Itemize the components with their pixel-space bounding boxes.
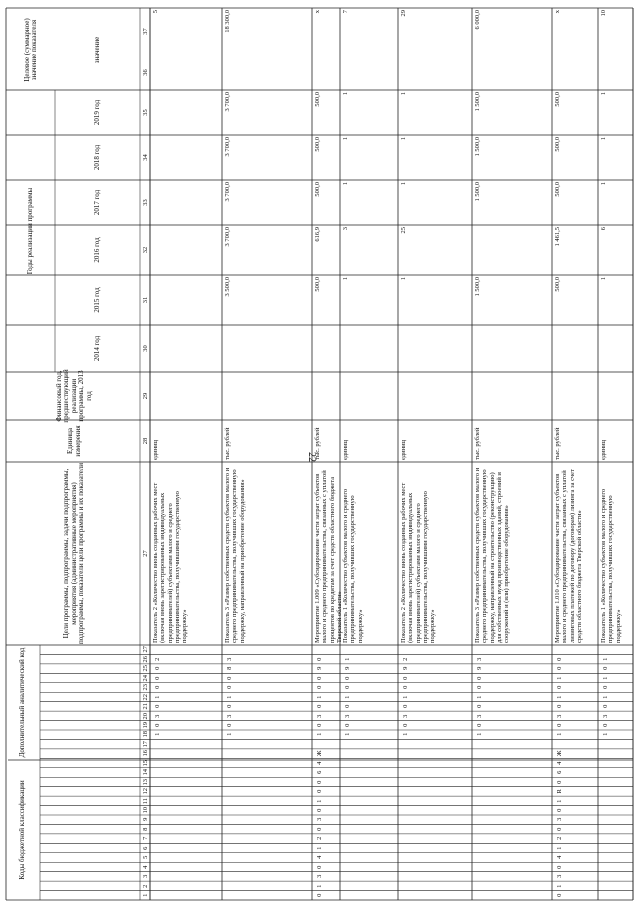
- code-digit: 0: [315, 657, 323, 661]
- col-number: 7: [141, 836, 149, 841]
- code-digit: 2: [315, 836, 323, 841]
- col-number: 37: [141, 28, 149, 35]
- row-text: Мероприятие 1.009 «Субсидирование части затрат субъектов малого и среднего предпринимательства, связанных с уплатой процентов по кредитам за счет средств областного бюджета Тверской области»: [314, 470, 343, 643]
- col-number: 29: [141, 392, 149, 400]
- row-y2019: 500,0: [554, 92, 561, 107]
- row-y2015: [152, 277, 164, 323]
- row-y2018: 1: [400, 137, 407, 141]
- code-digit: Ж: [555, 750, 563, 757]
- code-digit: 2: [555, 836, 563, 841]
- row-y2015: 1: [400, 277, 407, 281]
- code-digit: 0: [315, 704, 323, 709]
- row-y2017: [152, 182, 164, 223]
- code-digit: [152, 815, 162, 824]
- code-digit: 1: [555, 676, 563, 680]
- code-digit: 0: [555, 865, 563, 869]
- header-goals: Цели программы, подпрограммы, задачи подпрограммы, мероприятия (административные мероприятия) подпрограммы, показатели цели программы и их показатели: [62, 463, 86, 645]
- row-y2017: 1: [400, 182, 407, 186]
- row-unit: единиц: [400, 439, 407, 460]
- code-digit: 3: [343, 714, 351, 718]
- col-number: 24: [141, 674, 149, 682]
- col-number: 15: [141, 759, 149, 767]
- row-y2019: 1: [600, 92, 607, 96]
- code-digit: [152, 824, 162, 833]
- row-y2015: 500,0: [554, 277, 561, 292]
- header-years: Годы реализации программы: [26, 187, 35, 275]
- code-digit: 0: [343, 723, 351, 727]
- code-digit: 1: [315, 695, 323, 699]
- row-text: Показатель 2 «Количество вновь созданных рабочих мест (включая вновь зарегистрированных индивидуальных предпринимателей) субъектами малого и среднего предпринимательства, получившими государственную поддержку»: [400, 482, 437, 643]
- row-y2016: 3 700,0: [224, 227, 231, 247]
- code-digit: 1: [601, 676, 609, 680]
- code-digit: 1: [475, 695, 483, 699]
- header-y2016: 2016 год: [92, 237, 101, 263]
- col-number: 9: [141, 818, 149, 822]
- code-digit: 1: [555, 695, 563, 699]
- header-y2018: 2018 год: [92, 144, 101, 171]
- col-number: 23: [141, 684, 149, 691]
- code-digit: 0: [401, 676, 409, 680]
- code-digit: [152, 768, 162, 777]
- code-digit: 3: [555, 874, 563, 879]
- code-digit: 0: [153, 685, 161, 690]
- code-digit: [152, 862, 162, 871]
- code-digit: 1: [601, 733, 609, 737]
- code-digit: 1: [315, 884, 323, 888]
- code-digit: 9: [401, 666, 409, 671]
- code-digit: 1: [225, 695, 233, 699]
- row-y2016: 25: [400, 227, 407, 234]
- code-digit: 2: [401, 657, 409, 661]
- code-digit: 0: [343, 704, 351, 709]
- col-number: 22: [141, 693, 149, 701]
- code-digit: [152, 881, 162, 890]
- row-y2016: 1 461,5: [554, 227, 561, 247]
- row-text: Мероприятие 1.010 «Субсидирование части затрат субъектов малого и среднего предпринимательства, связанных с уплатой лизинговых платежей по договору (договорам) лизинга за счет средств областного бюджета Тверской области»: [554, 469, 583, 643]
- row-y2017: 500,0: [314, 182, 321, 197]
- code-digit: [152, 777, 162, 786]
- col-number: 26: [141, 655, 149, 663]
- code-digit: 1: [555, 884, 563, 888]
- col-number: 17: [141, 740, 149, 748]
- code-digit: [152, 806, 162, 815]
- code-digit: Ж: [315, 750, 323, 757]
- row-y2017: 1: [342, 182, 349, 186]
- col-number: 20: [141, 712, 149, 720]
- col-number: 8: [141, 827, 149, 831]
- col-number: 10: [141, 807, 149, 814]
- code-digit: 6: [555, 770, 563, 775]
- col-number: 33: [141, 199, 149, 206]
- row-unit: единиц: [152, 439, 159, 460]
- code-digit: 0: [315, 676, 323, 680]
- row-y2018: 500,0: [554, 137, 561, 152]
- code-digit: 3: [153, 714, 161, 718]
- code-digit: 1: [555, 733, 563, 737]
- code-digit: 1: [401, 733, 409, 737]
- col-number: 28: [141, 437, 149, 445]
- row-y2015: 500,0: [314, 277, 321, 292]
- code-digit: 1: [401, 695, 409, 699]
- col-number: 2: [141, 884, 149, 888]
- col-number: 12: [141, 788, 149, 795]
- code-digit: 4: [555, 761, 563, 765]
- code-digit: 0: [315, 789, 323, 794]
- code-digit: 0: [601, 666, 609, 671]
- row-unit: тыс. рублей: [224, 427, 231, 460]
- header-y2015: 2015 год: [92, 287, 101, 313]
- code-digit: 0: [555, 893, 563, 897]
- row-y2019: 1: [342, 92, 349, 96]
- code-digit: 1: [153, 733, 161, 737]
- code-digit: 0: [601, 704, 609, 709]
- code-digit: 0: [315, 723, 323, 727]
- col-number: 35: [141, 109, 149, 116]
- code-digit: 1: [315, 799, 323, 803]
- code-digit: 1: [601, 695, 609, 699]
- col-number: 11: [141, 797, 149, 804]
- code-digit: 0: [153, 723, 161, 727]
- row-y2015: 3 500,0: [224, 277, 231, 297]
- row-y2019: 1: [400, 92, 407, 96]
- header-y2019: 2019 год: [92, 99, 101, 126]
- code-digit: 0: [555, 704, 563, 709]
- col-number: 36: [141, 69, 149, 76]
- code-digit: 0: [555, 827, 563, 831]
- code-digit: 0: [315, 827, 323, 831]
- header-fin-year: Финансовый год, предшествующий реализации программы, 2013 год: [54, 369, 93, 423]
- row-y2018: [152, 137, 164, 178]
- code-digit: 0: [343, 676, 351, 680]
- header-y2017: 2017 год: [92, 189, 101, 216]
- code-digit: 1: [343, 733, 351, 737]
- code-digit: 0: [343, 685, 351, 690]
- code-digit: 9: [343, 666, 351, 671]
- row-total: 10: [600, 10, 607, 17]
- code-digit: 3: [315, 874, 323, 879]
- col-number: 31: [141, 296, 149, 304]
- col-number: 30: [141, 345, 149, 352]
- code-digit: 0: [153, 666, 161, 671]
- code-digit: 0: [555, 808, 563, 812]
- header-y2014: 2014 год: [92, 335, 101, 362]
- code-digit: R: [555, 789, 563, 794]
- header-unit: Единица измерения: [66, 425, 82, 457]
- code-digit: 0: [315, 865, 323, 869]
- code-digit: 3: [225, 657, 233, 661]
- header-budget-codes: Коды бюджетной классификации: [18, 780, 27, 880]
- code-digit: 0: [225, 704, 233, 709]
- code-digit: 1: [315, 733, 323, 737]
- row-total: 29: [400, 10, 407, 17]
- code-digit: 3: [475, 657, 483, 661]
- code-digit: 1: [343, 695, 351, 699]
- code-digit: [152, 749, 162, 758]
- code-digit: 4: [315, 855, 323, 860]
- col-number: 3: [141, 874, 149, 879]
- code-digit: 8: [225, 666, 233, 671]
- col-number: 4: [141, 865, 149, 869]
- row-y2019: 3 700,0: [224, 92, 231, 112]
- row-y2016: 6: [600, 227, 607, 231]
- code-digit: 3: [315, 714, 323, 718]
- code-digit: 1: [601, 657, 609, 661]
- code-digit: 0: [475, 704, 483, 709]
- code-digit: 3: [555, 818, 563, 822]
- row-unit: тыс. рублей: [554, 427, 561, 460]
- code-digit: 1: [225, 733, 233, 737]
- row-unit: тыс. рублей: [314, 427, 321, 460]
- row-unit: тыс. рублей: [474, 427, 481, 460]
- col-number: 34: [141, 154, 149, 161]
- code-digit: 4: [555, 855, 563, 860]
- code-digit: 3: [225, 714, 233, 718]
- row-y2016: [474, 227, 486, 273]
- header-extra-codes: Дополнительный аналитический код: [18, 647, 27, 758]
- row-y2019: [152, 92, 164, 133]
- code-digit: 0: [315, 780, 323, 784]
- row-unit: единиц: [600, 439, 607, 460]
- row-unit: единиц: [342, 439, 349, 460]
- row-y2016: 3: [342, 227, 349, 231]
- code-digit: 3: [555, 714, 563, 718]
- code-digit: 1: [555, 846, 563, 850]
- col-number: 13: [141, 778, 149, 786]
- row-text: Показатель 1 «Количество субъектов малого и среднего предпринимательства, получивших государственную поддержку»: [342, 488, 364, 643]
- code-digit: 0: [401, 704, 409, 709]
- code-digit: 0: [475, 685, 483, 690]
- row-total: 6 000,0: [474, 10, 481, 30]
- col-number: 18: [141, 731, 149, 738]
- code-digit: [152, 758, 162, 767]
- row-y2017: 1 500,0: [474, 182, 481, 202]
- code-digit: 3: [315, 818, 323, 822]
- code-digit: 1: [475, 733, 483, 737]
- code-digit: 0: [601, 685, 609, 690]
- col-number: 14: [141, 769, 149, 776]
- code-digit: 6: [315, 770, 323, 775]
- col-number: 19: [141, 722, 149, 729]
- row-y2015: 1: [600, 277, 607, 281]
- row-y2019: 1 500,0: [474, 92, 481, 112]
- code-digit: 3: [475, 714, 483, 718]
- page-number: 22: [306, 452, 317, 462]
- code-digit: 0: [475, 723, 483, 727]
- row-y2018: 3 700,0: [224, 137, 231, 157]
- code-digit: [152, 853, 162, 862]
- row-total: х: [554, 10, 561, 14]
- code-digit: [152, 891, 162, 900]
- code-digit: 9: [315, 666, 323, 671]
- code-digit: 0: [601, 723, 609, 727]
- code-digit: 0: [555, 657, 563, 661]
- code-digit: 0: [555, 780, 563, 784]
- code-digit: 0: [153, 704, 161, 709]
- code-digit: 0: [401, 723, 409, 727]
- code-digit: 1: [555, 799, 563, 803]
- col-number: 27: [141, 646, 149, 653]
- row-y2019: 500,0: [314, 92, 321, 107]
- row-text: Показатель 2 «Количество вновь созданных рабочих мест (включая вновь зарегистрированных индивидуальных предпринимателей) субъектами малого и среднего предпринимательства, получившими государственную поддержку»: [152, 482, 189, 643]
- code-digit: 0: [225, 685, 233, 690]
- col-number: 6: [141, 846, 149, 850]
- code-digit: [152, 843, 162, 852]
- col-number: 1: [141, 893, 149, 897]
- header-value: значение: [92, 36, 101, 64]
- row-y2017: 1: [600, 182, 607, 186]
- row-y2018: 1 500,0: [474, 137, 481, 157]
- code-digit: 0: [225, 723, 233, 727]
- code-digit: 1: [153, 695, 161, 699]
- code-digit: [152, 739, 162, 748]
- code-digit: 0: [153, 676, 161, 680]
- code-digit: 0: [225, 676, 233, 680]
- code-digit: 0: [475, 676, 483, 680]
- row-y2017: 500,0: [554, 182, 561, 197]
- row-y2015: 1: [342, 277, 349, 281]
- code-digit: 1: [343, 657, 351, 661]
- col-number: 27: [141, 550, 149, 557]
- row-y2017: 3 700,0: [224, 182, 231, 202]
- row-y2018: 1: [600, 137, 607, 141]
- col-number: 25: [141, 665, 149, 672]
- code-digit: 0: [555, 685, 563, 690]
- code-digit: 0: [555, 723, 563, 727]
- row-text: Показатель 3 «Размер собственных средств субъектов малого и среднего предпринимательства, получивших государственную поддержку, направленный на строительство (реконструкцию) для собственных нужд производственных зданий, строений и сооружений и (или) приобретение оборудования»: [474, 467, 511, 643]
- header-target: Целевое (суммарное) значение показателя: [22, 18, 38, 82]
- code-digit: 3: [601, 714, 609, 718]
- code-digit: 3: [401, 714, 409, 718]
- col-number: 16: [141, 750, 149, 757]
- code-digit: 0: [315, 808, 323, 812]
- code-digit: [152, 787, 162, 796]
- row-y2015: 1 500,0: [474, 277, 481, 297]
- code-digit: 0: [401, 685, 409, 690]
- row-y2018: 1: [342, 137, 349, 141]
- row-y2018: 500,0: [314, 137, 321, 152]
- row-text: Показатель 1 «Количество субъектов малого и среднего предпринимательства, получивших государственную поддержку»: [600, 488, 622, 643]
- code-digit: [152, 796, 162, 805]
- code-digit: 1: [315, 846, 323, 850]
- code-digit: 0: [315, 685, 323, 690]
- code-digit: [152, 834, 162, 843]
- code-digit: 9: [475, 666, 483, 671]
- row-text: Показатель 3 «Размер собственных средств субъектов малого и среднего предпринимательства, получивших государственную поддержку, направленный на приобретение оборудования»: [224, 467, 246, 643]
- code-digit: [152, 872, 162, 881]
- row-total: 7: [342, 10, 349, 14]
- col-number: 32: [141, 246, 149, 254]
- col-number: 21: [141, 703, 149, 710]
- code-digit: 0: [315, 893, 323, 897]
- row-total: 18 300,0: [224, 10, 231, 33]
- row-y2016: [152, 227, 164, 273]
- code-digit: 0: [555, 666, 563, 671]
- row-total: х: [314, 10, 321, 14]
- col-number: 5: [141, 855, 149, 860]
- row-total: 5: [152, 10, 159, 14]
- code-digit: 2: [153, 657, 161, 661]
- code-digit: 4: [315, 761, 323, 765]
- row-y2016: 616,9: [314, 227, 321, 242]
